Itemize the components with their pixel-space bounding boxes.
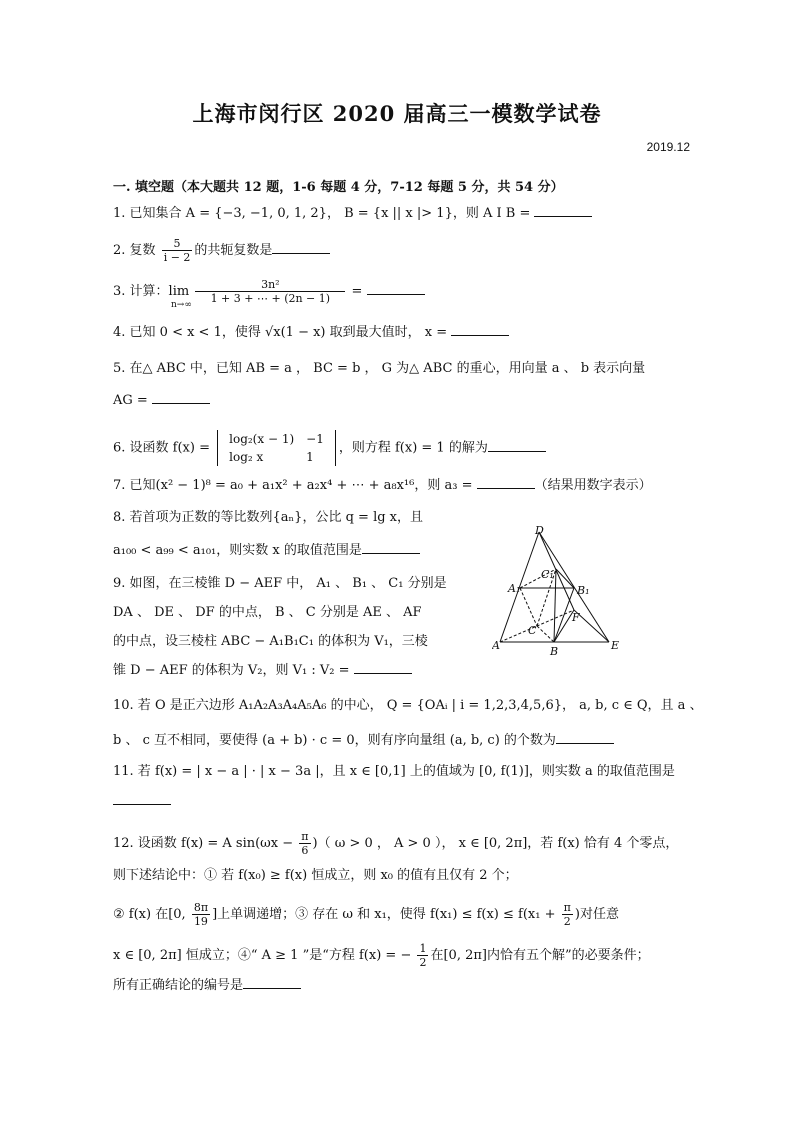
vertex-label-F: F — [572, 611, 580, 624]
matrix-cell: log₂ x — [229, 450, 264, 464]
answer-blank — [362, 541, 420, 554]
question-6-prefix: 6. 设函数 f(x) = — [113, 440, 210, 456]
question-1 — [113, 204, 592, 224]
vertex-label-D: D — [535, 524, 544, 537]
tetrahedron-figure — [492, 524, 632, 660]
question-12-cont — [113, 901, 619, 928]
question-12-line-3-prefix: ② f(x) 在[0, — [113, 907, 186, 922]
question-8-cont — [113, 541, 420, 561]
vertex-label-A1: A₁ — [508, 582, 521, 595]
section-heading: 一. 填空题（本大题共 12 题，1-6 每题 4 分，7-12 每题 5 分，共 54 分） — [113, 180, 564, 195]
question-12-cont — [113, 976, 301, 996]
question-9-line-3: 的中点，设三棱柱 ABC − A₁B₁C₁ 的体积为 V₁，三棱 — [113, 634, 428, 649]
edge-A1C — [520, 588, 537, 626]
question-9-line-4: 锥 D − AEF 的体积为 V₂，则 V₁ : V₂ = — [113, 663, 354, 678]
edge-C1B1 — [556, 569, 574, 588]
denominator: i − 2 — [163, 251, 191, 264]
denominator: 1 + 3 + ⋯ + (2n − 1) — [210, 292, 331, 305]
fraction — [299, 830, 310, 857]
question-11-line-1: 11. 若 f(x) = | x − a | · | x − 3a |，且 x ∈ [0,1] 上的值域为 [0, f(1)]，则实数 a 的取值范围是 — [113, 764, 675, 779]
question-4-text: 4. 已知 0 < x < 1，使得 √x(1 − x) 取到最大值时， x = — [113, 325, 452, 340]
determinant — [217, 430, 336, 466]
limit-subscript: n→∞ — [171, 300, 192, 310]
question-7-note: （结果用数字表示） — [534, 478, 652, 493]
question-3-suffix: = — [347, 284, 367, 299]
question-9-cont — [113, 632, 428, 652]
question-5 — [113, 359, 645, 379]
answer-blank — [113, 792, 171, 805]
question-12-prefix: 12. 设函数 f(x) = A sin(ωx − — [113, 836, 294, 851]
question-12-line-4-prefix: x ∈ [0, 2π] 恒成立；④“ A ≥ 1 ”是“方程 f(x) = − — [113, 948, 412, 963]
question-10 — [113, 696, 703, 716]
question-9-line-1: 9. 如图，在三棱锥 D − AEF 中， A₁ 、 B₁ 、 C₁ 分别是 — [113, 576, 447, 591]
vertex-label-E: E — [611, 639, 620, 652]
matrix-cell: log₂(x − 1) — [229, 432, 295, 446]
numerator: 8π — [193, 901, 209, 914]
numerator: 5 — [162, 237, 193, 251]
vertex-label-B: B — [550, 645, 559, 658]
matrix-cell: −1 — [306, 432, 324, 446]
question-10-cont — [113, 731, 614, 751]
exam-date: 2019.12 — [646, 140, 690, 154]
answer-blank — [534, 204, 592, 217]
question-12-cont — [113, 942, 650, 969]
question-9-cont — [113, 661, 412, 681]
question-12 — [113, 830, 678, 857]
question-5-line-2: AG = — [113, 393, 152, 408]
question-9 — [113, 574, 447, 594]
question-1-text: 1. 已知集合 A = {−3, −1, 0, 1, 2}， B = {x || x |> 1}，则 A I B = — [113, 206, 535, 221]
question-8-line-2: a₁₀₀ < a₉₉ < a₁₀₁，则实数 x 的取值范围是 — [113, 543, 362, 558]
answer-blank — [243, 976, 301, 989]
answer-blank — [477, 476, 535, 489]
question-12-cont — [113, 866, 518, 886]
denominator: 2 — [419, 956, 427, 969]
question-5-cont — [113, 391, 210, 411]
matrix-cell: 1 — [306, 450, 314, 464]
question-3-prefix: 3. 计算：lim — [113, 284, 190, 299]
question-4 — [113, 323, 509, 343]
question-6-suffix: ，则方程 f(x) = 1 的解为 — [338, 440, 488, 456]
question-12-line-2: 则下述结论中：① 若 f(x₀) ≥ f(x) 恒成立，则 x₀ 的值有且仅有 2 个； — [113, 868, 518, 883]
denominator: 2 — [563, 915, 571, 928]
numerator: 3n² — [195, 278, 345, 292]
question-12-line-5: 所有正确结论的编号是 — [113, 978, 244, 993]
vertex-label-B1: B₁ — [577, 584, 590, 597]
question-8-line-1: 8. 若首项为正数的等比数列{aₙ}，公比 q = lg x，且 — [113, 510, 424, 525]
answer-blank — [367, 282, 425, 295]
fraction — [195, 278, 345, 305]
question-12-line-3-middle: ]上单调递增；③ 存在 ω 和 x₁，使得 f(x₁) ≤ f(x) ≤ f(x₁ + — [212, 907, 556, 922]
vertex-label-A: A — [492, 639, 500, 652]
answer-blank — [556, 731, 614, 744]
numerator: π — [301, 830, 309, 843]
vertex-label-C1: C₁ — [541, 568, 554, 581]
question-11 — [113, 762, 675, 782]
question-2-prefix: 2. 复数 — [113, 243, 156, 258]
answer-blank — [354, 661, 412, 674]
page-title: 上海市闵行区 2020 届高三一模数学试卷 — [192, 101, 602, 126]
question-12-suffix: )（ ω > 0 ， A > 0 ）， x ∈ [0, 2π]，若 f(x) 恰有 4 个零点， — [312, 836, 679, 851]
vertex-label-C: C — [528, 624, 537, 637]
question-9-line-2: DA 、 DE 、 DF 的中点， B 、 C 分别是 AE 、 AF — [113, 605, 422, 620]
edge-C1B — [554, 569, 556, 642]
answer-blank — [272, 241, 330, 254]
question-10-line-1: 10. 若 O 是正六边形 A₁A₂A₃A₄A₅A₆ 的中心， Q = {OAᵢ | i = 1,2,3,4,5,6}， a, b, c ∈ Q，且 a 、 — [113, 698, 703, 713]
numerator: 1 — [419, 942, 427, 955]
answer-blank — [152, 391, 210, 404]
fraction — [192, 901, 210, 928]
answer-blank — [488, 439, 546, 452]
fraction — [562, 901, 573, 928]
question-9-cont — [113, 603, 422, 623]
question-8 — [113, 508, 423, 528]
answer-blank — [451, 323, 509, 336]
denominator: 19 — [193, 915, 208, 928]
question-11-cont — [113, 792, 171, 812]
question-3 — [113, 278, 425, 310]
question-10-line-2: b 、 c 互不相同，要使得 (a + b) · c = 0，则有序向量组 (a, b, c) 的个数为 — [113, 733, 556, 748]
question-2 — [113, 237, 330, 264]
question-5-line-1: 5. 在△ ABC 中，已知 AB = a ， BC = b ， G 为△ ABC 的重心，用向量 a 、 b 表示向量 — [113, 361, 646, 376]
question-7 — [113, 476, 652, 496]
denominator: 6 — [301, 844, 309, 857]
question-6 — [113, 430, 546, 466]
numerator: π — [563, 901, 571, 914]
question-7-text: 7. 已知(x² − 1)⁸ = a₀ + a₁x² + a₂x⁴ + ⋯ + a₈x¹⁶，则 a₃ = — [113, 478, 477, 493]
question-2-suffix: 的共轭复数是 — [194, 243, 273, 258]
edge-CB — [537, 626, 554, 642]
fraction — [417, 942, 428, 969]
question-12-line-3-suffix: )对任意 — [574, 907, 619, 922]
question-12-line-4-suffix: 在[0, 2π]内恰有五个解”的必要条件； — [430, 948, 650, 963]
fraction — [162, 237, 193, 264]
